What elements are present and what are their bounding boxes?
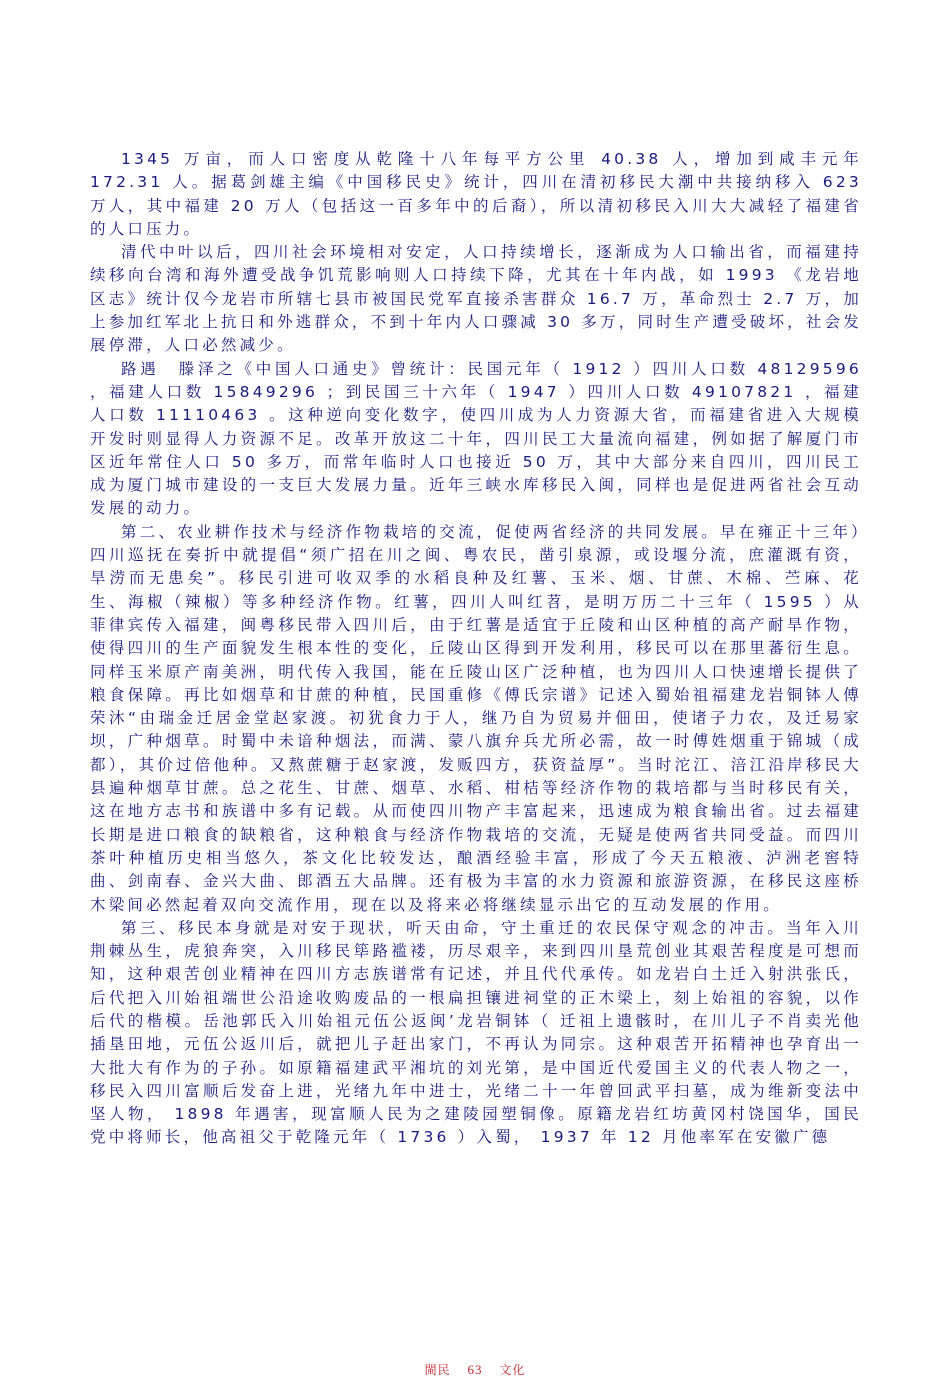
paragraph-5: 第三、移民本身就是对安于现状，听天由命，守土重迁的农民保守观念的冲击。当年入川荆棘丛生，虎狼奔突，入川移民筚路褴褛，历尽艰辛，来到四川垦荒创业其艰苦程度是可想而知，这种艰苦创业精神在四川方志族谱常有记述，并且代代承传。如龙岩白土迁入射洪张氏，后代把入川始祖端世公沿途收购废品的一根扁担镶进祠堂的正木梁上，刻上始祖的容貌，以作后代的楷模。岳池郭氏入川始祖元伍公返闽’龙岩铜钵（ 迁祖上遗骸时，在川儿子不肖卖光他插垦田地，元伍公返川后，就把儿子赶出家门，不再认为同宗。这种艰苦开拓精神也孕育出一大批大有作为的子孙。如原籍福建武平湘坑的刘光第，是中国近代爱国主义的代表人物之一，移民入四川富顺后发奋上进，光绪九年中进士，光绪二十一年曾回武平扫墓，成为维新变法中坚人物， 1898 年遇害，现富顺人民为之建陵园塑铜像。原籍龙岩红坊黄冈村饶国华，国民党中将师长，他高祖父于乾隆元年（ 1736 ）入蜀， 1937 年 12 月他率军在安徽广德 — [90, 918, 862, 1147]
page-footer — [0, 1361, 950, 1378]
footer-right-label: 文化 — [499, 1363, 526, 1377]
paragraph-3: 路遇 滕泽之《中国人口通史》曾统计：民国元年（ 1912 ）四川人口数 48129596 ，福建人口数 15849296 ；到民国三十六年（ 1947 ）四川人口数 49107821 ，福建人口数 11110463 。这种逆向变化数字，使四川成为人力资源大省，而福建省进入大规模开发时则显得人力资源不足。改革开放这二十年，四川民工大量流向福建，例如据了解厦门市区近年常住人口 50 多万，而常年临时人口也接近 50 万，其中大部分来自四川，四川民工成为厦门城市建设的一支巨大发展力量。近年三峡水库移民入闽，同样也是促进两省社会互动发展的动力。 — [90, 359, 862, 518]
paragraph-2: 清代中叶以后，四川社会环境相对安定，人口持续增长，逐渐成为人口输出省，而福建持续移向台湾和海外遭受战争饥荒影响则人口持续下降，尤其在十年内战，如 1993 《龙岩地区志》统计仅今龙岩市所辖七县市被国民党军直接杀害群众 16.7 万，革命烈士 2.7 万，加上参加红军北上抗日和外逃群众，不到十年内人口骤减 30 多万，同时生产遭受破坏，社会发展停滞，人口必然减少。 — [90, 243, 862, 355]
article-body — [90, 148, 862, 1150]
paragraph-1: 1345 万亩，而人口密度从乾隆十八年每平方公里 40.38 人，增加到咸丰元年 172.31 人。据葛剑雄主编《中国移民史》统计，四川在清初移民大潮中共接纳移入 623 万人，其中福建 20 万人（包括这一百多年中的后裔），所以清初移民入川大大减轻了福建省的人口压力。 — [90, 150, 862, 238]
paragraph-4: 第二、农业耕作技术与经济作物栽培的交流，促使两省经济的共同发展。早在雍正十三年）四川巡抚在奏折中就提倡“须广招在川之闽、粤农民，凿引泉源，或设堰分流，庶灌溉有资，旱涝而无患矣”。移民引进可收双季的水稻良种及红薯、玉米、烟、甘蔗、木棉、苎麻、花生、海椒（辣椒）等多种经济作物。红薯，四川人叫红苕，是明万历二十三年（ 1595 ）从菲律宾传入福建，闽粤移民带入四川后，由于红薯是适宜于丘陵和山区种植的高产耐旱作物，使得四川的生产面貌发生根本性的变化，丘陵山区得到开发利用，移民可以在那里蕃衍生息。同样玉米原产南美洲，明代传入我国，能在丘陵山区广泛种植，也为四川人口快速增长提供了粮食保障。再比如烟草和甘蔗的种植，民国重修《傅氏宗谱》记述入蜀始祖福建龙岩铜钵人傅荣沐“由瑞金迁居金堂赵家渡。初犹食力于人，继乃自为贸易并佃田，使诸子力农，及迁易家坝，广种烟草。时蜀中未谙种烟法，而满、蒙八旗弁兵尤所必需，故一时傅姓烟重于锦城（成都），其价过倍他种。又熬蔗糖于赵家渡，发贩四方，获资益厚”。当时沱江、涪江沿岸移民大县遍种烟草甘蔗。总之花生、甘蔗、烟草、水稻、柑桔等经济作物的栽培都与当时移民有关，这在地方志书和族谱中多有记载。从而使四川物产丰富起来，迅速成为粮食输出省。过去福建长期是进口粮食的缺粮省，这种粮食与经济作物栽培的交流，无疑是使两省共同受益。而四川茶叶种植历史相当悠久，茶文化比较发达，酿酒经验丰富，形成了今天五粮液、泸洲老窖特曲、剑南春、金兴大曲、郎酒五大品牌。还有极为丰富的水力资源和旅游资源，在移民这座桥木梁间必然起着双向交流作用，现在以及将来必将继续显示出它的互动发展的作用。 — [90, 522, 862, 914]
footer-left-label: 閩民 — [424, 1363, 451, 1377]
page-number: 63 — [467, 1362, 483, 1377]
